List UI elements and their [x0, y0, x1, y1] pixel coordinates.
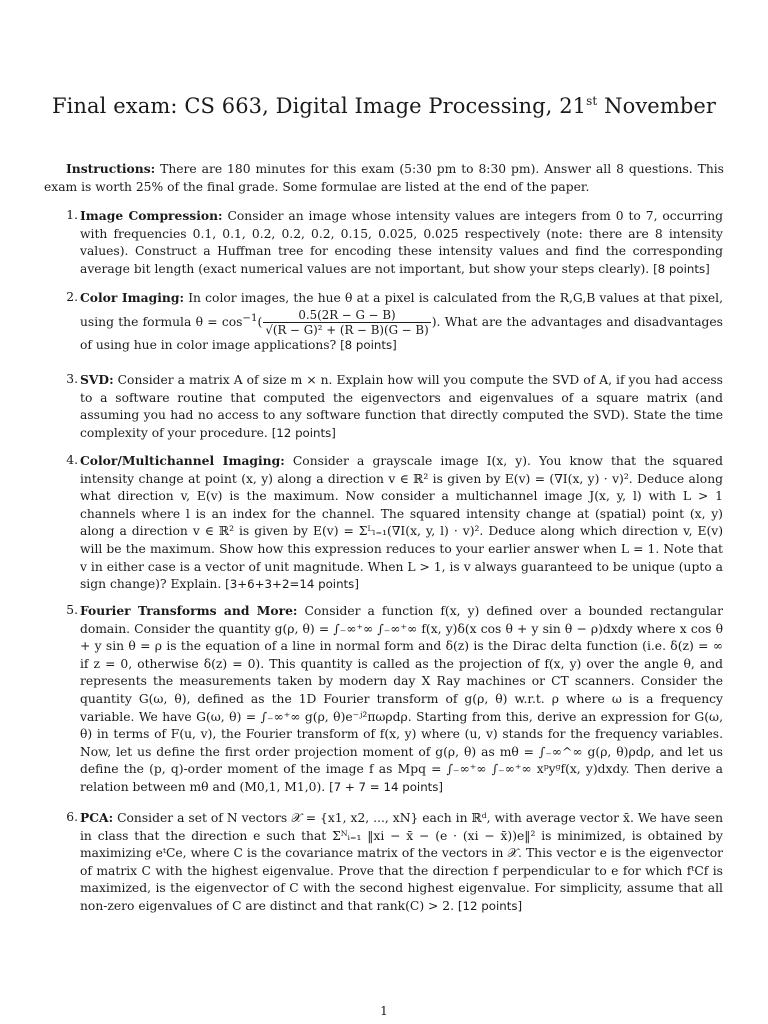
question-body [80, 602, 723, 797]
page-number: 1 [380, 1004, 388, 1018]
question-text-continued: ). What are the advantages and disadvantages of using hue in color image applications? [80, 314, 723, 352]
title-main: Final exam: CS 663, Digital Image Processing, 21 [51, 94, 587, 118]
question-body: Color Imaging: In color images, the hue θ at a pixel is calculated from the R,G,B values at that pixel, using the formula $\theta = \cos^{-1}$( $\frac{0.5(2R - G - B)}{\text{√(R − G)² + (R − B)(G − B)}}$ ). What are the advantages and disadvantages of using hue in color image applications? [8 points] [80, 290, 723, 352]
fraction-denominator: √(R − G)² + (R − B)(G − B) [265, 322, 429, 337]
instructions-paragraph [44, 160, 724, 196]
question-heading: Fourier Transforms and More: [80, 603, 298, 618]
question-heading: SVD: [80, 372, 114, 387]
question-number: 5. [66, 603, 78, 617]
question-text: Consider a set of N vectors 𝒳 = {x1, x2, ..., xN} each in ℝᵈ, with average vector x̄. We have seen in class that the direction e such that Σᴺᵢ₌₁ ‖xi − x̄ − (e · (xi − x̄))e‖² is minimized, is obtained by maximizing eᵗCe, where C is the covariance matrix of the vectors in 𝒳. This vector e is the eigenvector of matrix C with the highest eigenvalue. Prove that the direction f perpendicular to e for which fᵗCf is maximized, is the eigenvector of C with the second highest eigenvalue. For simplicity, assume that all non-zero eigenvalues of C are distinct and that rank(C) > 2. [80, 811, 723, 913]
inverse-superscript: −1 [242, 311, 258, 324]
question-number: 4. [66, 453, 78, 467]
title-superscript: st [586, 94, 598, 108]
question-body [80, 371, 723, 442]
question-points: [12 points] [271, 425, 336, 440]
question-body [80, 452, 723, 594]
instructions-text: There are 180 minutes for this exam (5:30 pm to 8:30 pm). Answer all 8 questions. This exam is worth 25% of the final grade. Some formulae are listed at the end of the paper. [44, 162, 724, 194]
instructions-label: Instructions: [66, 161, 156, 176]
title-tail: November [597, 94, 717, 118]
exam-title [0, 94, 768, 118]
question-heading: PCA: [80, 810, 114, 825]
question-number: 3. [66, 372, 78, 386]
question-points: [8 points] [653, 261, 710, 276]
hue-fraction [263, 308, 430, 337]
question-text: In color images, the hue θ at a pixel is calculated from the R,G,B values at that pixel, using the formula θ = cos [80, 291, 723, 329]
question-points: [8 points] [340, 337, 397, 352]
question-text: Consider a function f(x, y) defined over a bounded rectangular domain. Consider the quantity g(ρ, θ) = ∫₋∞⁺∞ ∫₋∞⁺∞ f(x, y)δ(x cos θ + y sin θ − ρ)dxdy where x cos θ + y sin θ = ρ is the equation of a line in normal form and δ(z) is the Dirac delta function (i.e. δ(z) = ∞ if z = 0, otherwise δ(z) = 0). This quantity is called as the projection of f(x, y) over the angle θ, and represents the measurements taken by modern day X Ray machines or CT scanners. Consider the quantity G(ω, θ), defined as the 1D Fourier transform of g(ρ, θ) w.r.t. ρ where ω is a frequency variable. We have G(ω, θ) = ∫₋∞⁺∞ g(ρ, θ)e⁻ʲ²πωρdρ. Starting from this, derive an expression for G(ω, θ) in terms of F(u, v), the Fourier transform of f(x, y) where (u, v) stands for the frequency variables. Now, let us define the first order projection moment of g(ρ, θ) as mθ = ∫₋∞^∞ g(ρ, θ)ρdρ, and let us define the (p, q)-order moment of the image f as Mpq = ∫₋∞⁺∞ ∫₋∞⁺∞ xᵖyᵍf(x, y)dxdy. Then derive a relation between mθ and (M0,1, M1,0). [80, 604, 723, 794]
question-points: [7 + 7 = 14 points] [329, 779, 444, 794]
question-points: [12 points] [457, 898, 523, 913]
question-heading: Color Imaging: [80, 290, 184, 305]
question-text: Consider a matrix A of size m × n. Explain how will you compute the SVD of A, if you had access to a software routine that computed the eigenvectors and eigenvalues of a square matrix (and assuming you had no access to any software function that directly computed the SVD). State the time complexity of your procedure. [80, 373, 723, 440]
fraction-numerator: 0.5(2R − G − B) [298, 307, 396, 322]
question-text: Consider a grayscale image I(x, y). You know that the squared intensity change at point (x, y) along a direction v ∈ ℝ² is given by E(v) = (∇I(x, y) · v)². Deduce along what direction v, E(v) is the maximum. Now consider a multichannel image J(x, y, l) with L > 1 channels where l is an index for the channel. The squared intensity change at (spatial) point (x, y) along a direction v ∈ ℝ² is given by E(v) = Σᴸₗ₌₁(∇I(x, y, l) · v)². Deduce along which direction v, E(v) will be the maximum. Show how this expression reduces to your earlier answer when L = 1. Note that v in either case is a vector of unit magnitude. When L > 1, is v always guaranteed to be unique (upto a sign change)? Explain. [80, 454, 723, 592]
question-heading: Color/Multichannel Imaging: [80, 453, 285, 468]
question-points: [3+6+3+2=14 points] [225, 577, 359, 592]
question-body [80, 809, 723, 916]
question-number: 1. [66, 208, 78, 222]
question-body [80, 207, 723, 278]
question-number: 2. [66, 290, 78, 304]
question-heading: Image Compression: [80, 208, 223, 223]
question-text: Consider an image whose intensity values are integers from 0 to 7, occurring with frequencies 0.1, 0.1, 0.2, 0.2, 0.2, 0.15, 0.025, 0.025 respectively (note: there are 8 intensity values). Construct a Huffman tree for encoding these intensity values and find the corresponding average bit length (exact numerical values are not important, but show your steps clearly). [80, 209, 723, 276]
question-number: 6. [66, 810, 78, 824]
